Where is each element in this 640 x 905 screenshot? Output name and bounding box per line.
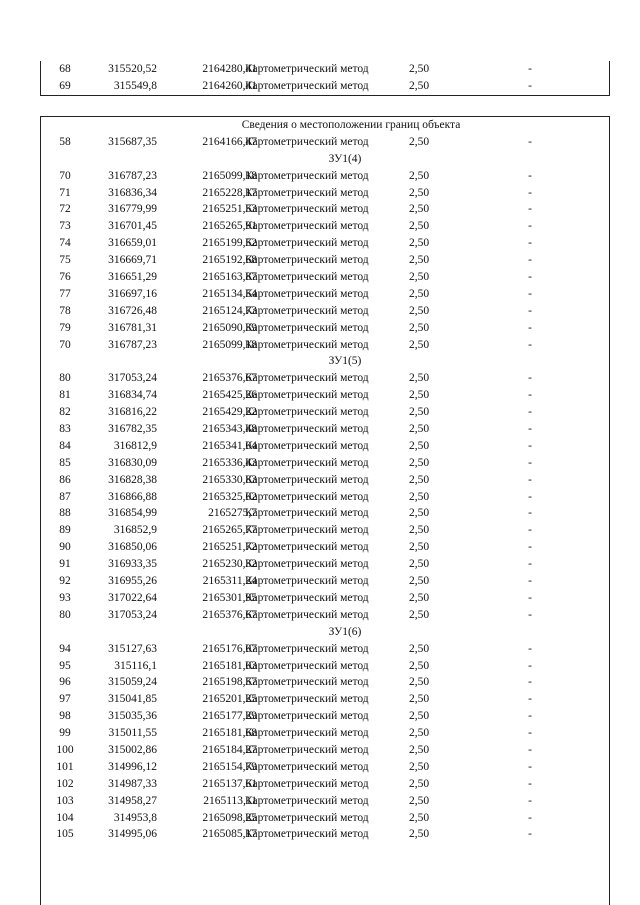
coordinate-x: 316651,29 [108, 271, 157, 284]
coordinate-x: 315549,8 [113, 79, 157, 92]
point-number: 71 [59, 186, 71, 199]
method: Картометрический метод [245, 237, 369, 250]
table-row [41, 252, 609, 269]
description: - [528, 186, 532, 199]
table-row [41, 185, 609, 202]
accuracy: 2,50 [409, 558, 430, 571]
coordinate-y: 2165137,61 [202, 777, 257, 790]
accuracy: 2,50 [409, 287, 430, 300]
description: - [528, 794, 532, 807]
accuracy: 2,50 [409, 135, 430, 148]
description: - [528, 338, 532, 351]
table-row [41, 742, 609, 759]
point-number: 69 [59, 79, 71, 92]
method: Картометрический метод [245, 338, 369, 351]
coordinate-y: 2165429,22 [202, 406, 257, 419]
coordinate-x: 315127,63 [108, 642, 157, 655]
method: Картометрический метод [245, 271, 369, 284]
coordinate-x: 316781,31 [108, 321, 157, 334]
coordinate-y: 2164280,41 [202, 63, 257, 75]
method: Картометрический метод [245, 642, 369, 655]
coordinate-x: 317053,24 [108, 608, 157, 621]
table-row [41, 78, 609, 95]
table-row [41, 286, 609, 303]
table-row [41, 303, 609, 320]
accuracy: 2,50 [409, 473, 430, 486]
coordinate-x: 316697,16 [108, 287, 157, 300]
method: Картометрический метод [245, 727, 369, 740]
coordinate-y: 2165341,04 [202, 439, 257, 452]
coordinate-y: 2165425,26 [202, 389, 257, 402]
method: Картометрический метод [245, 135, 369, 148]
accuracy: 2,50 [409, 237, 430, 250]
accuracy: 2,50 [409, 794, 430, 807]
accuracy: 2,50 [409, 338, 430, 351]
point-number: 78 [59, 304, 71, 317]
section-header [41, 353, 609, 370]
description: - [528, 727, 532, 740]
description: - [528, 169, 532, 182]
point-number: 86 [59, 473, 71, 486]
coordinate-x: 316933,35 [108, 558, 157, 571]
accuracy: 2,50 [409, 507, 430, 520]
table-row [41, 641, 609, 658]
coordinate-x: 315520,52 [108, 63, 157, 75]
coordinate-x: 316850,06 [108, 541, 157, 554]
coordinate-x: 316955,26 [108, 575, 157, 588]
description: - [528, 524, 532, 537]
point-number: 105 [56, 828, 74, 841]
point-number: 97 [59, 693, 71, 706]
accuracy: 2,50 [409, 79, 430, 92]
table-row [41, 337, 609, 354]
method: Картометрический метод [245, 575, 369, 588]
description: - [528, 287, 532, 300]
method: Картометрический метод [245, 794, 369, 807]
coordinate-y: 2165251,53 [202, 203, 257, 216]
table-row [41, 218, 609, 235]
point-number: 102 [56, 777, 74, 790]
accuracy: 2,50 [409, 490, 430, 503]
description: - [528, 79, 532, 92]
description: - [528, 406, 532, 419]
accuracy: 2,50 [409, 828, 430, 841]
table-row [41, 421, 609, 438]
coordinate-y: 2165330,83 [202, 473, 257, 486]
table-row [41, 776, 609, 793]
section-label: ЗУ1(6) [328, 625, 362, 638]
method: Картометрический метод [245, 507, 369, 520]
point-number: 70 [59, 169, 71, 182]
point-number: 74 [59, 237, 71, 250]
method: Картометрический метод [245, 710, 369, 723]
accuracy: 2,50 [409, 676, 430, 689]
table-row [41, 658, 609, 675]
point-number: 98 [59, 710, 71, 723]
coordinate-y: 2164166,47 [202, 135, 257, 148]
coordinate-x: 316787,23 [108, 338, 157, 351]
table-row [41, 201, 609, 218]
description: - [528, 777, 532, 790]
accuracy: 2,50 [409, 727, 430, 740]
coordinate-y: 2165301,95 [202, 591, 257, 604]
table-title-text: Сведения о местоположении границ объекта [241, 119, 461, 131]
point-number: 104 [56, 811, 74, 824]
table-row [41, 370, 609, 387]
coordinate-x: 316834,74 [108, 389, 157, 402]
point-number: 76 [59, 271, 71, 284]
method: Картометрический метод [245, 372, 369, 385]
method: Картометрический метод [245, 220, 369, 233]
method: Картометрический метод [245, 423, 369, 436]
description: - [528, 203, 532, 216]
accuracy: 2,50 [409, 169, 430, 182]
coordinate-y: 2165085,17 [202, 828, 257, 841]
accuracy: 2,50 [409, 203, 430, 216]
coordinate-y: 2165124,73 [202, 304, 257, 317]
accuracy: 2,50 [409, 456, 430, 469]
method: Картометрический метод [245, 760, 369, 773]
coordinate-x: 314953,8 [113, 811, 157, 824]
point-number: 70 [59, 338, 71, 351]
accuracy: 2,50 [409, 524, 430, 537]
coordinate-x: 314995,06 [108, 828, 157, 841]
method: Картометрический метод [245, 490, 369, 503]
description: - [528, 372, 532, 385]
coordinate-y: 2165192,68 [202, 254, 257, 267]
table-row [41, 404, 609, 421]
point-number: 73 [59, 220, 71, 233]
coordinate-x: 314958,27 [108, 794, 157, 807]
description: - [528, 473, 532, 486]
method: Картометрический метод [245, 524, 369, 537]
point-number: 101 [56, 760, 74, 773]
method: Картометрический метод [245, 608, 369, 621]
description: - [528, 507, 532, 520]
coordinate-y: 2165113,11 [203, 794, 257, 807]
method: Картометрический метод [245, 811, 369, 824]
point-number: 68 [59, 63, 71, 75]
description: - [528, 304, 532, 317]
coordinate-x: 316669,71 [108, 254, 157, 267]
point-number: 81 [59, 389, 71, 402]
point-number: 89 [59, 524, 71, 537]
method: Картометрический метод [245, 169, 369, 182]
table-row [41, 793, 609, 810]
accuracy: 2,50 [409, 608, 430, 621]
coordinate-x: 317022,64 [108, 591, 157, 604]
coordinate-x: 316828,38 [108, 473, 157, 486]
table-row [41, 438, 609, 455]
accuracy: 2,50 [409, 693, 430, 706]
method: Картометрический метод [245, 203, 369, 216]
coordinate-y: 2165275,7 [208, 507, 257, 520]
coordinate-x: 315011,55 [108, 727, 157, 740]
description: - [528, 254, 532, 267]
method: Картометрический метод [245, 659, 369, 672]
method: Картометрический метод [245, 693, 369, 706]
coordinate-x: 316852,9 [113, 524, 157, 537]
method: Картометрический метод [245, 406, 369, 419]
description: - [528, 389, 532, 402]
coordinate-y: 2165134,54 [202, 287, 257, 300]
accuracy: 2,50 [409, 220, 430, 233]
table-row [41, 522, 609, 539]
description: - [528, 575, 532, 588]
accuracy: 2,50 [409, 811, 430, 824]
coordinate-y: 2165181,68 [202, 727, 257, 740]
accuracy: 2,50 [409, 777, 430, 790]
table-row [41, 134, 609, 151]
table-row [41, 235, 609, 252]
coordinate-y: 2165184,27 [202, 743, 257, 756]
description: - [528, 135, 532, 148]
section-label: ЗУ1(5) [328, 355, 362, 368]
method: Картометрический метод [245, 321, 369, 334]
coordinate-y: 2165177,29 [202, 710, 257, 723]
accuracy: 2,50 [409, 575, 430, 588]
method: Картометрический метод [245, 777, 369, 790]
method: Картометрический метод [245, 558, 369, 571]
coordinate-y: 2165376,67 [202, 372, 257, 385]
point-number: 80 [59, 372, 71, 385]
table-row [41, 455, 609, 472]
table-row [41, 168, 609, 185]
description: - [528, 63, 532, 75]
table-row [41, 472, 609, 489]
accuracy: 2,50 [409, 254, 430, 267]
section-header [41, 151, 609, 168]
coordinate-x: 315041,85 [108, 693, 157, 706]
coordinate-x: 315687,35 [108, 135, 157, 148]
point-number: 88 [59, 507, 71, 520]
table-row [41, 269, 609, 286]
coordinate-x: 316779,99 [108, 203, 157, 216]
table-row [41, 725, 609, 742]
coordinate-y: 2165176,07 [202, 642, 257, 655]
accuracy: 2,50 [409, 372, 430, 385]
accuracy: 2,50 [409, 541, 430, 554]
coordinate-x: 315059,24 [108, 676, 157, 689]
coordinate-x: 316659,01 [108, 237, 157, 250]
point-number: 85 [59, 456, 71, 469]
point-number: 92 [59, 575, 71, 588]
table-row [41, 387, 609, 404]
accuracy: 2,50 [409, 710, 430, 723]
coordinate-y: 2165154,79 [202, 760, 257, 773]
accuracy: 2,50 [409, 439, 430, 452]
coordinate-y: 2165201,25 [202, 693, 257, 706]
point-number: 90 [59, 541, 71, 554]
point-number: 95 [59, 659, 71, 672]
table-row [41, 573, 609, 590]
section-label: ЗУ1(4) [328, 152, 362, 165]
table-row [41, 556, 609, 573]
point-number: 94 [59, 642, 71, 655]
point-number: 83 [59, 423, 71, 436]
section-header [41, 624, 609, 641]
accuracy: 2,50 [409, 423, 430, 436]
point-number: 100 [56, 743, 74, 756]
description: - [528, 423, 532, 436]
accuracy: 2,50 [409, 642, 430, 655]
description: - [528, 828, 532, 841]
accuracy: 2,50 [409, 63, 430, 75]
point-number: 82 [59, 406, 71, 419]
method: Картометрический метод [245, 743, 369, 756]
table-row [41, 810, 609, 827]
description: - [528, 490, 532, 503]
coordinate-y: 2165198,57 [202, 676, 257, 689]
point-number: 75 [59, 254, 71, 267]
method: Картометрический метод [245, 541, 369, 554]
point-number: 103 [56, 794, 74, 807]
coordinate-y: 2165265,77 [202, 524, 257, 537]
coordinate-x: 316726,48 [108, 304, 157, 317]
description: - [528, 693, 532, 706]
method: Картометрический метод [245, 456, 369, 469]
description: - [528, 710, 532, 723]
table-row [41, 320, 609, 337]
point-number: 93 [59, 591, 71, 604]
coordinate-x: 316816,22 [108, 406, 157, 419]
method: Картометрический метод [245, 676, 369, 689]
coordinate-x: 315002,86 [108, 743, 157, 756]
method: Картометрический метод [245, 389, 369, 402]
point-number: 79 [59, 321, 71, 334]
coordinate-x: 316812,9 [113, 439, 157, 452]
accuracy: 2,50 [409, 591, 430, 604]
coordinates-table-main [40, 116, 610, 905]
method: Картометрический метод [245, 828, 369, 841]
description: - [528, 642, 532, 655]
accuracy: 2,50 [409, 406, 430, 419]
coordinate-x: 316866,88 [108, 490, 157, 503]
coordinate-y: 2165098,25 [202, 811, 257, 824]
description: - [528, 439, 532, 452]
point-number: 80 [59, 608, 71, 621]
method: Картометрический метод [245, 254, 369, 267]
point-number: 84 [59, 439, 71, 452]
method: Картометрический метод [245, 287, 369, 300]
description: - [528, 220, 532, 233]
accuracy: 2,50 [409, 321, 430, 334]
description: - [528, 760, 532, 773]
coordinate-y: 2165311,24 [202, 575, 257, 588]
table-row [41, 61, 609, 78]
table-row [41, 489, 609, 506]
description: - [528, 608, 532, 621]
table-title [41, 117, 609, 134]
coordinate-x: 315116,1 [114, 659, 157, 672]
table-row [41, 590, 609, 607]
accuracy: 2,50 [409, 659, 430, 672]
point-number: 87 [59, 490, 71, 503]
point-number: 72 [59, 203, 71, 216]
table-row [41, 691, 609, 708]
method: Картометрический метод [245, 304, 369, 317]
point-number: 96 [59, 676, 71, 689]
description: - [528, 541, 532, 554]
coordinate-y: 2165343,48 [202, 423, 257, 436]
table-row [41, 759, 609, 776]
description: - [528, 456, 532, 469]
coordinate-y: 2165228,17 [202, 186, 257, 199]
coordinate-y: 2165163,87 [202, 271, 257, 284]
table-row [41, 505, 609, 522]
description: - [528, 321, 532, 334]
method: Картометрический метод [245, 473, 369, 486]
description: - [528, 659, 532, 672]
accuracy: 2,50 [409, 304, 430, 317]
coordinate-x: 316830,09 [108, 456, 157, 469]
coordinate-x: 316854,99 [108, 507, 157, 520]
description: - [528, 558, 532, 571]
coordinate-y: 2165199,52 [202, 237, 257, 250]
coordinate-y: 2165099,18 [202, 169, 257, 182]
method: Картометрический метод [245, 79, 369, 92]
description: - [528, 743, 532, 756]
coordinate-y: 2165265,91 [202, 220, 257, 233]
description: - [528, 271, 532, 284]
description: - [528, 676, 532, 689]
description: - [528, 811, 532, 824]
accuracy: 2,50 [409, 760, 430, 773]
coordinate-y: 2165230,32 [202, 558, 257, 571]
point-number: 58 [59, 135, 71, 148]
coordinate-x: 316782,35 [108, 423, 157, 436]
accuracy: 2,50 [409, 743, 430, 756]
description: - [528, 237, 532, 250]
table-row [41, 607, 609, 624]
coordinate-y: 2165099,18 [202, 338, 257, 351]
accuracy: 2,50 [409, 186, 430, 199]
coordinate-x: 316701,45 [108, 220, 157, 233]
point-number: 91 [59, 558, 71, 571]
description: - [528, 591, 532, 604]
point-number: 99 [59, 727, 71, 740]
coordinate-x: 316836,34 [108, 186, 157, 199]
coordinate-y: 2164260,41 [202, 79, 257, 92]
coordinate-x: 316787,23 [108, 169, 157, 182]
coordinate-x: 317053,24 [108, 372, 157, 385]
point-number: 77 [59, 287, 71, 300]
method: Картометрический метод [245, 439, 369, 452]
coordinate-y: 2165090,39 [202, 321, 257, 334]
coordinate-x: 315035,36 [108, 710, 157, 723]
method: Картометрический метод [245, 63, 369, 75]
method: Картометрический метод [245, 591, 369, 604]
coordinate-x: 314996,12 [108, 760, 157, 773]
table-row [41, 826, 609, 843]
coordinate-y: 2165251,72 [202, 541, 257, 554]
table-row [41, 674, 609, 691]
table-row [41, 708, 609, 725]
coordinates-table-top [40, 61, 610, 96]
coordinate-y: 2165376,67 [202, 608, 257, 621]
coordinate-y: 2165336,43 [202, 456, 257, 469]
coordinate-x: 314987,33 [108, 777, 157, 790]
table-row [41, 539, 609, 556]
method: Картометрический метод [245, 186, 369, 199]
coordinate-y: 2165181,03 [202, 659, 257, 672]
accuracy: 2,50 [409, 271, 430, 284]
coordinate-y: 2165325,02 [202, 490, 257, 503]
accuracy: 2,50 [409, 389, 430, 402]
